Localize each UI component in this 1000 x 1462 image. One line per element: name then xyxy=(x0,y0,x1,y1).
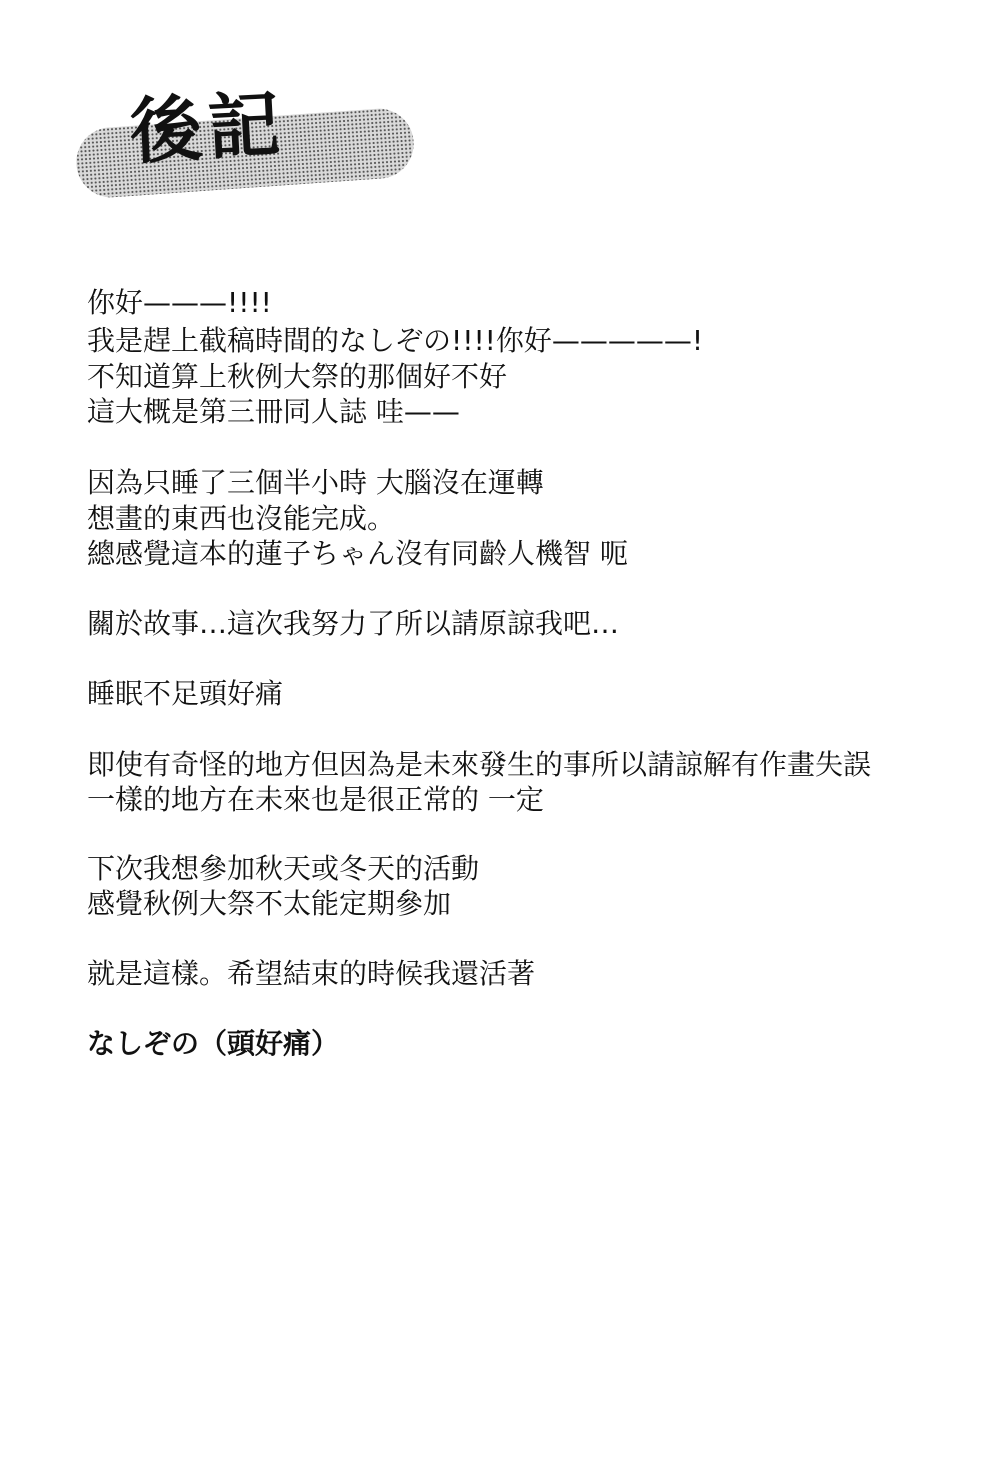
text-line: 我是趕上截稿時間的なしぞの!!!!你好—————! xyxy=(87,324,704,357)
text-line: 總感覺這本的蓮子ちゃん沒有同齡人機智 呃 xyxy=(87,537,628,570)
page-title: 後記 xyxy=(127,80,289,175)
text-line: 下次我想參加秋天或冬天的活動 xyxy=(87,852,480,885)
text-line: 感覺秋例大祭不太能定期參加 xyxy=(87,887,452,920)
text-line: 不知道算上秋例大祭的那個好不好 xyxy=(87,360,508,393)
text-line: 想畫的東西也沒能完成。 xyxy=(87,502,396,535)
text-line: 一樣的地方在未來也是很正常的 一定 xyxy=(87,783,544,816)
author-signature: なしぞの（頭好痛） xyxy=(87,1027,340,1060)
text-line: 關於故事…這次我努力了所以請原諒我吧… xyxy=(87,607,620,640)
text-line: 就是這樣。希望結束的時候我還活著 xyxy=(87,957,536,990)
text-line: 這大概是第三冊同人誌 哇—— xyxy=(87,395,460,428)
text-line: 睡眠不足頭好痛 xyxy=(87,677,284,710)
text-line: 因為只睡了三個半小時 大腦沒在運轉 xyxy=(87,466,544,499)
text-line: 你好———!!!! xyxy=(87,286,272,319)
text-line: 即使有奇怪的地方但因為是未來發生的事所以請諒解有作畫失誤 xyxy=(87,748,872,781)
